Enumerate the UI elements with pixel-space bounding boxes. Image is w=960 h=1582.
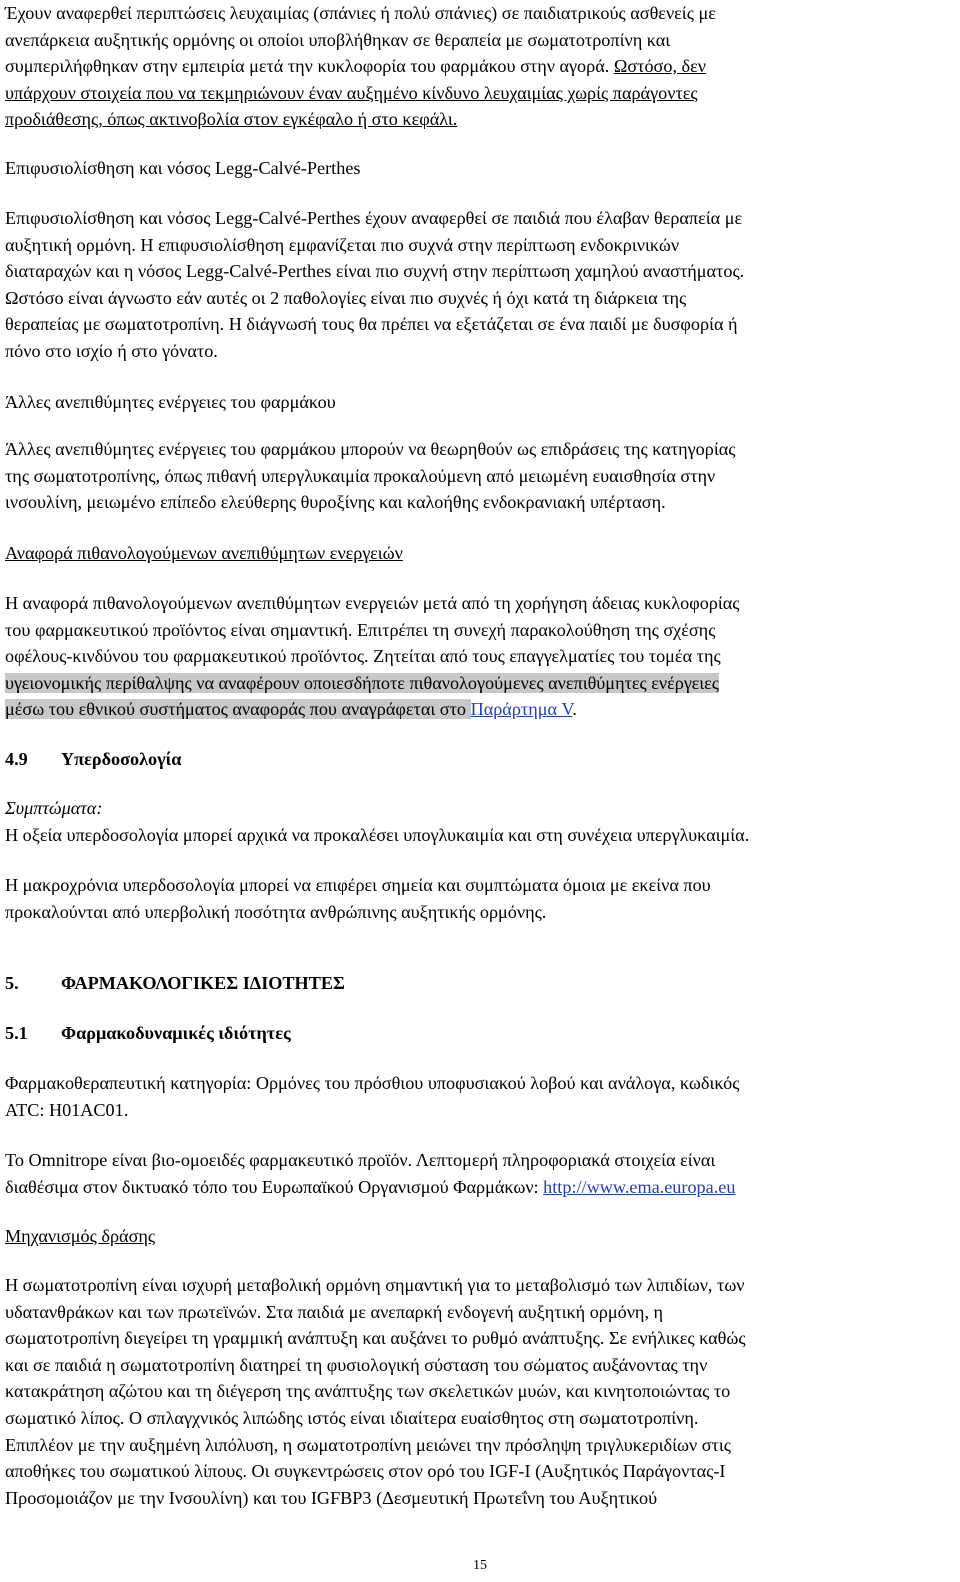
text-line: ATC: H01AC01. [5,1099,129,1120]
subheading-other-adverse-reactions: Άλλες ανεπιθύμητες ενέργειες του φαρμάκου [5,392,336,412]
subheading-mechanism-of-action: Μηχανισμός δράσης [5,1226,156,1246]
text-line: θεραπείας με σωματοτροπίνη. Η διάγνωσή τους θα πρέπει να εξετάζεται σε ένα παιδί με δυσφορία ή [5,314,738,335]
text-run: συμπεριλήφθηκαν στην εμπειρία μετά την κυκλοφορία του φαρμάκου στην αγορά. [5,56,614,77]
paragraph-leukemia [5,0,955,133]
text-line: Έχουν αναφερθεί περιπτώσεις λευχαιμίας (σπάνιες ή πολύ σπάνιες) σε παιδιατρικούς ασθενείς με [5,3,716,23]
subheading-mechanism-wrap [5,1223,955,1250]
subheading-legg-calve-perthes: Επιφυσιολίσθηση και νόσος Legg-Calvé-Perthes [5,158,361,178]
section-number: 4.9 [5,749,28,769]
annex-v-link[interactable]: Παράρτημα V [470,699,573,720]
symptoms-label: Συμπτώματα: [5,798,103,818]
text-line: Η μακροχρόνια υπερδοσολογία μπορεί να επιφέρει σημεία και συμπτώματα όμοια με εκείνα που [5,875,711,895]
text-line: Η σωματοτροπίνη είναι ισχυρή μεταβολική ορμόνη σημαντική για το μεταβολισμό των λιπιδίων, των [5,1275,745,1295]
page-number: 15 [473,1558,487,1573]
text-line: Η οξεία υπερδοσολογία μπορεί αρχικά να προκαλέσει υπογλυκαιμία και στη συνέχεια υπεργλυκαιμία. [5,824,750,845]
underlined-text: προδιάθεσης, όπως ακτινοβολία στον εγκέφαλο ή στο κεφάλι. [5,109,458,130]
text-line: αποθήκες του σωματικού λίπους. Οι συγκεντρώσεις στον ορό του IGF-I (Αυξητικός Παράγοντας-Ι [5,1461,726,1482]
underlined-text: υπάρχουν στοιχεία που να τεκμηριώνουν έναν αυξημένο κίνδυνο λευχαιμίας χωρίς παράγοντες [5,82,698,103]
text-line: Το Omnitrope είναι βιο-ομοειδές φαρμακευτικό προϊόν. Λεπτομερή πληροφοριακά στοιχεία είναι [5,1150,716,1170]
text-line: διαταραχών και η νόσος Legg-Calvé-Perthes είναι πιο συχνή στην περίπτωση χαμηλού αναστήματος. [5,261,745,282]
section-4-9-heading [5,746,955,773]
highlighted-text: υγειονομικής περίθαλψης να αναφέρουν οποιεσδήποτε πιθανολογούμενες ανεπιθύμητες ενέργειες [5,672,719,693]
section-title: Φαρμακοδυναμικές ιδιότητες [61,1023,291,1043]
paragraph-omnitrope [5,1147,955,1200]
text-line [5,670,955,697]
text-line: Η αναφορά πιθανολογούμενων ανεπιθύμητων ενεργειών μετά από τη χορήγηση άδειας κυκλοφορίας [5,593,740,613]
paragraph-atc [5,1070,955,1123]
subheading-report-adverse-reactions: Αναφορά πιθανολογούμενων ανεπιθύμητων ενεργειών [5,543,403,563]
text-line: Ωστόσο είναι άγνωστο εάν αυτές οι 2 παθολογίες είναι πιο συχνές ή όχι κατά τη διάρκεια της [5,287,687,308]
text-line: ανεπάρκεια αυξητικής ορμόνης οι οποίοι υποβλήθηκαν σε θεραπεία με σωματοτροπίνη και [5,29,671,50]
text-line: οφέλους-κινδύνου του φαρμακευτικού προϊόντος. Ζητείται από τους επαγγελματίες του τομέα της [5,646,721,667]
text-line: του φαρμακευτικού προϊόντος είναι σημαντική. Επιτρέπει τη συνεχή παρακολούθηση της σχέσης [5,619,716,640]
text-line: της σωματοτροπίνης, όπως πιθανή υπεργλυκαιμία προκαλούμενη από μειωμένη ευαισθησία στην [5,465,716,486]
text-line: κατακράτηση αζώτου και τη διέγερση της ανάπτυξης των σκελετικών μυών, και κινητοποιώντας το [5,1381,731,1402]
text-line: πόνο στο ισχίο ή στο γόνατο. [5,340,218,361]
ema-website-link[interactable]: http://www.ema.europa.eu [543,1176,736,1197]
underlined-text: Ωστόσο, δεν [613,56,706,77]
paragraph-legg-calve-perthes [5,205,955,365]
text-line: σωματοτροπίνη διεγείρει τη γραμμική ανάπτυξη και αυξάνει το ρυθμό ανάπτυξης. Σε ενήλικες καθώς [5,1328,746,1349]
paragraph-chronic-overdose [5,872,955,925]
text-line [5,1174,955,1201]
text-line: προκαλούνται από υπερβολική ποσότητα ανθρώπινης αυξητικής ορμόνης. [5,901,547,922]
text-line: Φαρμακοθεραπευτική κατηγορία: Ορμόνες του πρόσθιου υποφυσιακού λοβού και ανάλογα, κωδικός [5,1073,740,1093]
section-number: 5.1 [5,1023,28,1043]
subheading-report-wrap [5,540,955,567]
symptoms-block [5,795,955,848]
text-line [5,696,955,723]
text-line: αυξητική ορμόνη. Η επιφυσιολίσθηση εμφανίζεται πιο συχνά στην περίπτωση ενδοκρινικών [5,234,680,255]
text-line: Επιπλέον με την αυξημένη λιπόλυση, η σωματοτροπίνη μειώνει την πρόσληψη τριγλυκεριδίων στις [5,1434,731,1455]
text-run: διαθέσιμα στον δικτυακό τόπο του Ευρωπαϊκού Οργανισμού Φαρμάκων: [5,1176,544,1197]
text-line: ινσουλίνη, μειωμένο επίπεδο ελεύθερης θυροξίνης και καλοήθης ενδοκρανιακή υπέρταση. [5,492,666,513]
section-5-1-heading [5,1020,955,1047]
paragraph-other-adverse-reactions [5,436,955,516]
paragraph-mechanism [5,1272,955,1511]
text-run: . [572,699,577,720]
text-line: Προσομοιάζον με την Ινσουλίνη) και του IGFBP3 (Δεσμευτική Πρωτεΐνη του Αυξητικού [5,1487,658,1508]
text-line [5,53,955,80]
section-number: 5. [5,973,19,993]
paragraph-report-adverse-reactions [5,590,955,723]
section-title: ΦΑΡΜΑΚΟΛΟΓΙΚΕΣ ΙΔΙΟΤΗΤΕΣ [61,973,345,993]
text-line: Άλλες ανεπιθύμητες ενέργειες του φαρμάκου μπορούν να θεωρηθούν ως επιδράσεις της κατηγορίας [5,439,736,459]
section-title: Υπερδοσολογία [61,749,182,769]
text-line: και σε παιδιά η σωματοτροπίνη διατηρεί τη φυσιολογική σύσταση του σώματος αυξάνοντας την [5,1354,708,1375]
text-line: Επιφυσιολίσθηση και νόσος Legg-Calvé-Perthes έχουν αναφερθεί σε παιδιά που έλαβαν θεραπεία με [5,208,743,228]
highlighted-text: μέσω του εθνικού συστήματος αναφοράς που αναγράφεται στο [5,699,471,720]
section-5-heading [5,970,955,997]
text-line: υδατανθράκων και των πρωτεϊνών. Στα παιδιά με ανεπαρκή ενδογενή αυξητική ορμόνη, η [5,1301,664,1322]
text-line: σωματικό λίπος. Ο σπλαγχνικός λιπώδης ιστός είναι ιδιαίτερα ευαίσθητος στη σωματοτροπίνη. [5,1407,699,1428]
